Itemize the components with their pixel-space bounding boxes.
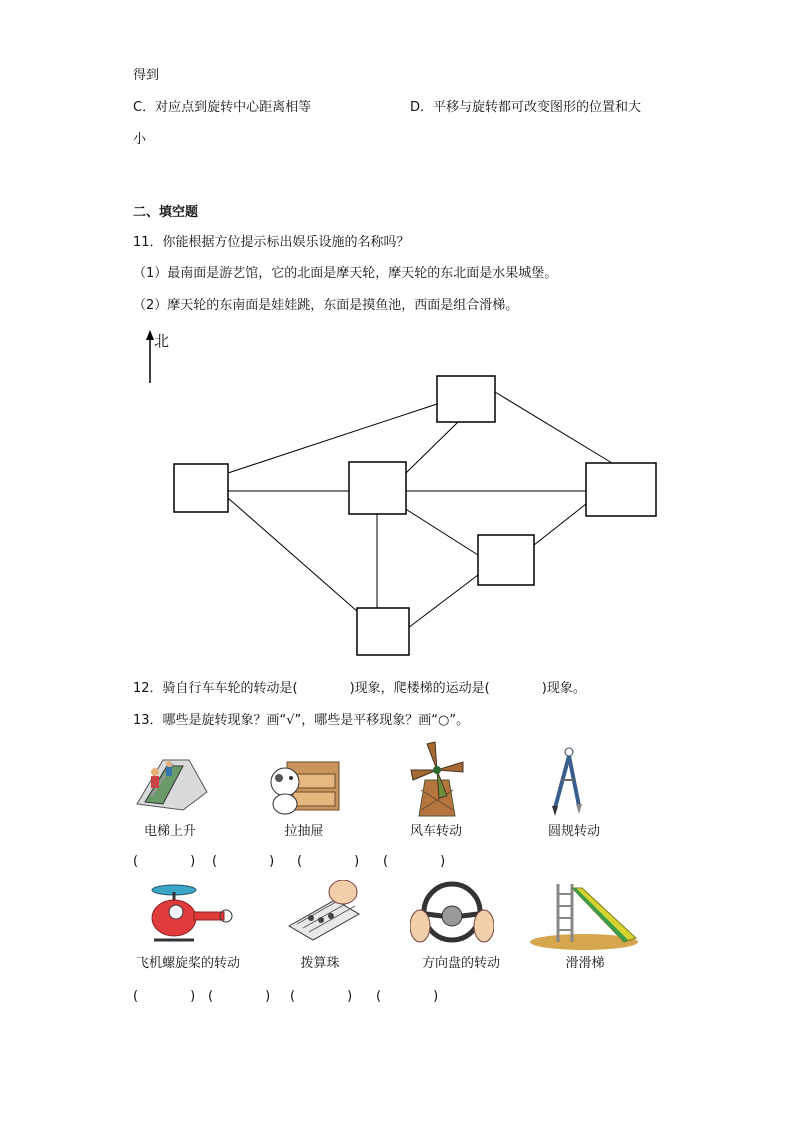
- compass-icon: [547, 746, 587, 818]
- answer-blank-3[interactable]: ( ): [297, 854, 360, 869]
- answer-blank-1[interactable]: ( ): [133, 854, 196, 869]
- answer-blank-4[interactable]: ( ): [383, 854, 446, 869]
- section-title: 二、填空题: [133, 205, 199, 220]
- map-box-center[interactable]: [349, 462, 406, 514]
- caption-compass: 圆规转动: [547, 824, 600, 839]
- caption-escalator: 电梯上升: [143, 824, 196, 839]
- question-11-part-1: （1）最南面是游艺馆，它的北面是摩天轮，摩天轮的东北面是水果城堡。: [133, 266, 558, 281]
- map-box-east[interactable]: [586, 463, 656, 516]
- steering-wheel-icon: [410, 878, 494, 948]
- caption-slide: 滑滑梯: [565, 956, 605, 971]
- caption-windmill: 风车转动: [409, 824, 462, 839]
- windmill-icon: [407, 740, 467, 820]
- map-box-west[interactable]: [174, 464, 228, 512]
- answer-blank-8[interactable]: ( ): [376, 989, 439, 1004]
- escalator-icon: [133, 752, 209, 814]
- option-c: C．对应点到旋转中心距离相等: [133, 100, 312, 115]
- question-13: 13．哪些是旋转现象？画“√”，哪些是平移现象？画“○”。: [133, 713, 470, 728]
- caption-abacus: 拨算珠: [300, 956, 340, 971]
- question-12: 12．骑自行车车轮的转动是( )现象，爬楼梯的运动是( )现象。: [133, 681, 586, 696]
- map-box-south[interactable]: [357, 608, 409, 655]
- map-box-north[interactable]: [437, 376, 495, 422]
- answer-blank-5[interactable]: ( ): [133, 989, 196, 1004]
- answer-blank-7[interactable]: ( ): [290, 989, 353, 1004]
- option-d: D．平移与旋转都可改变图形的位置和大: [410, 100, 642, 115]
- caption-propeller: 飞机螺旋桨的转动: [135, 956, 240, 971]
- answer-blank-2[interactable]: ( ): [212, 854, 275, 869]
- caption-steering-wheel: 方向盘的转动: [421, 956, 500, 971]
- abacus-icon: [287, 880, 361, 942]
- north-label: 北: [154, 332, 170, 350]
- text-line-1: 得到: [133, 68, 160, 83]
- question-11: 11．你能根据方位提示标出娱乐设施的名称吗？: [133, 235, 410, 250]
- map-paths: [228, 392, 612, 628]
- helicopter-icon: [144, 882, 236, 944]
- map-box-southeast[interactable]: [478, 535, 534, 585]
- drawer-icon: [265, 758, 345, 816]
- north-arrow: [146, 330, 154, 383]
- answer-blank-6[interactable]: ( ): [208, 989, 271, 1004]
- text-line-3: 小: [133, 132, 147, 147]
- caption-drawer: 拉抽屉: [284, 824, 324, 839]
- slide-icon: [528, 878, 640, 952]
- question-11-part-2: （2）摩天轮的东南面是娃娃跳，东面是摸鱼池，西面是组合滑梯。: [133, 298, 519, 313]
